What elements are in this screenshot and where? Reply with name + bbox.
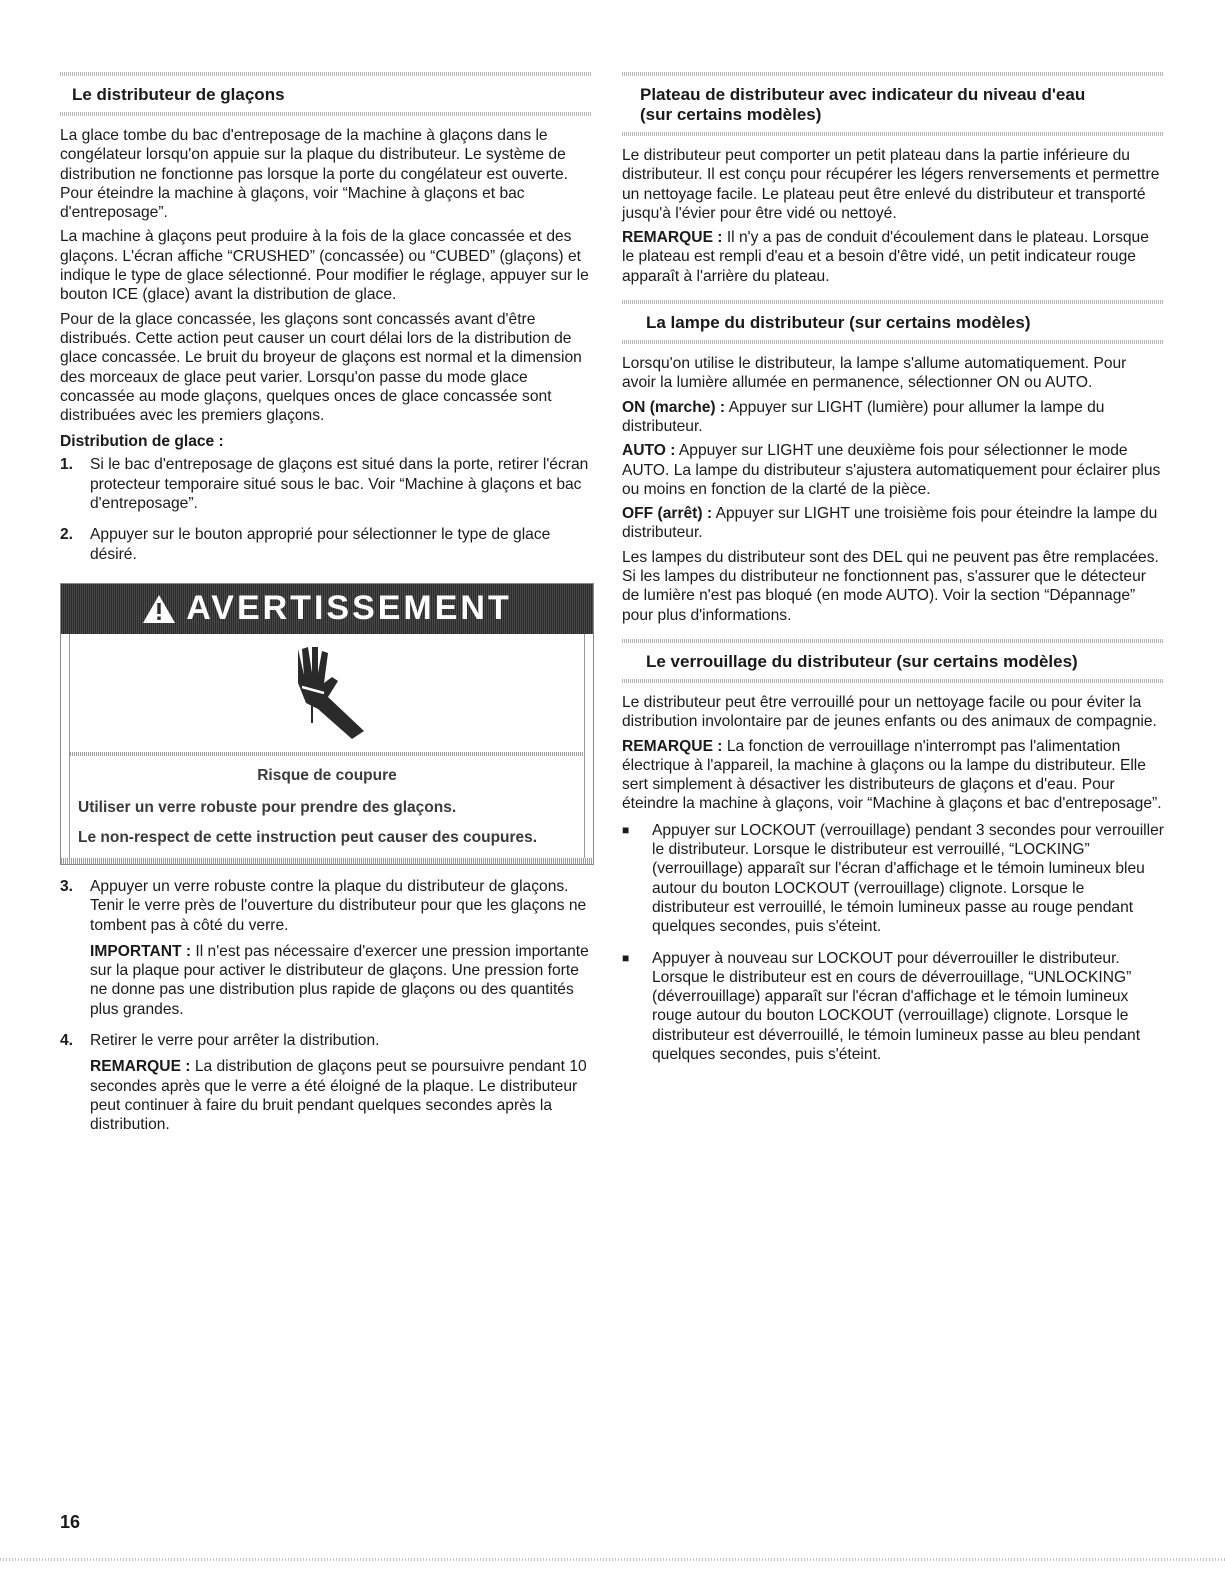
- note-label: REMARQUE :: [622, 229, 723, 247]
- left-column: [60, 72, 592, 1147]
- off-text: Appuyer sur LIGHT une troisième fois pour éteindre la lampe du distributeur.: [622, 505, 1158, 542]
- bottom-rule: [0, 1558, 1225, 1561]
- step-number: 1.: [60, 456, 74, 474]
- warning-triangle-icon: [142, 594, 176, 624]
- lock-bullet-1: [622, 821, 1164, 942]
- bullet-text: Appuyer à nouveau sur LOCKOUT pour déverrouiller le distributeur. Lorsque le distributeur est en cours de déverrouillage, “UNLOCKING” (déverrouillage) apparaît sur l'écran d'affichage et le témoin lumineux rouge autour du bouton LOCKOUT (verrouillage) clignote. Lorsque le distributeur est déverrouillé, le témoin lumineux passe au bleu pendant quelques secondes, puis s'éteint.: [652, 949, 1141, 1063]
- warning-hazard-title: Risque de coupure: [257, 766, 397, 784]
- step-text: Appuyer un verre robuste contre la plaque du distributeur de glaçons. Tenir le verre près de l'ouverture du distributeur pour que les glaçons ne tombent pas à côté du verre.: [90, 877, 587, 934]
- tray-paragraph-1: Le distributeur peut comporter un petit plateau dans la partie inférieure du distributeur. Il est conçu pour récupérer les légers renversements et permettre un nettoyage facile. Le plateau peut être enlevé du distributeur et transporté jusqu'à l'évier pour être vidé ou nettoyé.: [622, 147, 1160, 222]
- section-rule: [60, 112, 592, 116]
- page-number: 16: [60, 1512, 81, 1532]
- warning-header: [61, 584, 593, 634]
- bullet-text: Appuyer sur LOCKOUT (verrouillage) pendant 3 secondes pour verrouiller le distributeur. Lorsque le distributeur est verrouillé, “LOCKING” (verrouillage) apparaît sur l'écran d'affichage et le témoin lumineux bleu autour du bouton LOCKOUT (verrouillage) clignote. Lorsque le distributeur est verrouillé, le témoin lumineux passe au rouge pendant quelques secondes, puis s'éteint.: [652, 821, 1164, 936]
- section-rule: [622, 132, 1164, 136]
- step-4: [60, 1031, 592, 1141]
- ice-dispenser-heading: Le distributeur de glaçons: [72, 85, 285, 104]
- warning-instruction: Utiliser un verre robuste pour prendre des glaçons.: [78, 798, 457, 816]
- note-label: REMARQUE :: [622, 737, 723, 755]
- tray-note: [622, 228, 1164, 286]
- on-label: ON (marche) :: [622, 398, 726, 416]
- step-text: Retirer le verre pour arrêter la distribution.: [90, 1032, 380, 1050]
- note-text: La distribution de glaçons peut se poursuivre pendant 10 secondes après que le verre a été éloigné de la plaque. Le distributeur peut continuer à faire du bruit pendant quelques secondes après la distribution.: [90, 1058, 587, 1134]
- tray-heading-line-1: Plateau de distributeur avec indicateur du niveau d'eau: [640, 85, 1086, 104]
- step-number: 3.: [60, 877, 74, 895]
- step-note: [90, 1057, 592, 1134]
- ice-paragraph-2: La machine à glaçons peut produire à la fois de la glace concassée et des glaçons. L'écran affiche “CRUSHED” (concassée) ou “CUBED” (glaçons) et indique le type de glace sélectionné. Pour modifier le réglage, appuyer sur le bouton ICE (glace) avant la distribution de glace.: [60, 228, 589, 304]
- step-text: Si le bac d'entreposage de glaçons est situé dans la porte, retirer l'écran protecteur temporaire situé sous le bac. Voir “Machine à glaçons et bac d'entreposage”.: [90, 456, 589, 513]
- lock-paragraph-1: Le distributeur peut être verrouillé pour un nettoyage facile ou pour éviter la distribution involontaire par de jeunes enfants ou des animaux de compagnie.: [622, 693, 1157, 731]
- auto-text: Appuyer sur LIGHT une deuxième fois pour sélectionner le mode AUTO. La lampe du distributeur s'ajustera automatiquement pour éclairer plus ou moins en fonction de la clarté de la pièce.: [622, 442, 1161, 498]
- bullet-marker: ■: [622, 822, 630, 837]
- ice-distribution-subheading: Distribution de glace :: [60, 433, 224, 451]
- step-2: [60, 525, 592, 571]
- lamp-paragraph-1: Lorsqu'on utilise le distributeur, la lampe s'allume automatiquement. Pour avoir la lumière allumée en permanence, sélectionner ON ou AUTO.: [622, 355, 1127, 392]
- off-label: OFF (arrêt) :: [622, 505, 713, 523]
- step-3: [60, 877, 592, 1026]
- warning-box: [60, 583, 594, 865]
- lock-bullet-2: [622, 949, 1164, 1070]
- tray-heading: [622, 76, 1164, 132]
- auto-label: AUTO :: [622, 442, 676, 460]
- tray-heading-line-2: (sur certains modèles): [640, 105, 822, 124]
- note-text: Il n'y a pas de conduit d'écoulement dans le plateau. Lorsque le plateau est rempli d'eau et a besoin d'être vidé, un petit indicateur rouge apparaît à l'arrière du plateau.: [622, 229, 1149, 285]
- warning-signal-word: AVERTISSEMENT: [186, 589, 512, 628]
- lamp-on: [622, 398, 1164, 437]
- warning-message: [70, 756, 584, 858]
- warning-frame: [69, 634, 585, 858]
- on-text: Appuyer sur LIGHT (lumière) pour allumer la lampe du distributeur.: [622, 398, 1105, 435]
- step-number: 4.: [60, 1032, 74, 1050]
- lamp-auto: [622, 441, 1164, 499]
- step-number: 2.: [60, 526, 74, 544]
- lamp-heading: La lampe du distributeur (sur certains modèles): [646, 313, 1031, 333]
- ice-paragraph-3: Pour de la glace concassée, les glaçons sont concassés avant d'être distribués. Cette action peut causer un court délai lors de la distribution de glace concassée. Le bruit du broyeur de glaçons est normal et la dimension des morceaux de glace peut varier. Lorsqu'on passe du mode glace concassée au mode glaçons, quelques onces de glace concassée sont distribuées avec les premiers glaçons.: [60, 310, 582, 425]
- warning-consequence: Le non-respect de cette instruction peut causer des coupures.: [78, 828, 538, 846]
- note-text: La fonction de verrouillage n'interrompt pas l'alimentation électrique à l'appareil, la machine à glaçons ou la lampe du distributeur. Elle sert simplement à désactiver les distributeurs de glaçons et d'eau. Pour éteindre la machine à glaçons, voir “Machine à glaçons et bac d'entreposage”.: [622, 737, 1162, 813]
- cut-hand-icon: [272, 643, 382, 743]
- warning-bottom-border: [61, 858, 593, 864]
- step-note: [90, 942, 592, 1019]
- lock-note: [622, 737, 1164, 814]
- lock-heading: Le verrouillage du distributeur (sur certains modèles): [646, 651, 1078, 671]
- warning-icon-area: [70, 634, 584, 752]
- lamp-paragraph-last: Les lampes du distributeur sont des DEL qui ne peuvent pas être remplacées. Si les lampes du distributeur ne fonctionnent pas, s'assurer que le détecteur de lumière n'est pas bloqué (en mode AUTO). Voir la section “Dépannage” pour plus d'informations.: [622, 548, 1159, 624]
- bullet-marker: ■: [622, 950, 630, 965]
- note-text: Il n'est pas nécessaire d'exercer une pression importante sur la plaque pour activer le distributeur de glaçons. Une pression forte ne donne pas une distribution plus rapide de glaçons ou des quantités plus grandes.: [90, 942, 589, 1018]
- step-text: Appuyer sur le bouton approprié pour sélectionner le type de glace désiré.: [90, 526, 551, 563]
- step-1: [60, 455, 592, 520]
- section-rule: [622, 679, 1164, 683]
- lamp-off: [622, 504, 1164, 543]
- section-rule: [622, 340, 1164, 344]
- note-label: IMPORTANT :: [90, 942, 192, 960]
- ice-paragraph-1: La glace tombe du bac d'entreposage de la machine à glaçons dans le congélateur lorsqu'on appuie sur la plaque du distributeur. Le système de distribution ne fonctionne pas lorsque la porte du congélateur est ouverte. Pour éteindre la machine à glaçons, voir “Machine à glaçons et bac d'entreposage”.: [60, 127, 568, 222]
- note-label: REMARQUE :: [90, 1058, 191, 1076]
- right-column: [622, 72, 1164, 1076]
